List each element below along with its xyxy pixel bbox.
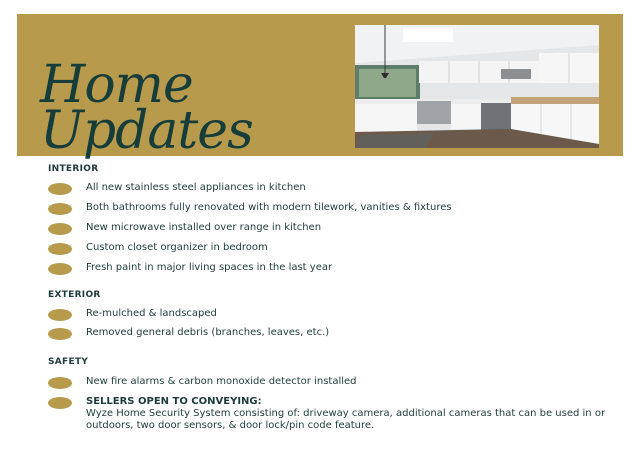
item-text: Fresh paint in major living spaces in the last year xyxy=(86,262,333,273)
bullet-icon xyxy=(48,397,72,409)
item-text: New microwave installed over range in kitchen xyxy=(86,222,322,233)
title-line-2: Updates xyxy=(40,101,253,161)
item-text: Removed general debris (branches, leaves, etc.) xyxy=(86,327,330,338)
item-text: Both bathrooms fully renovated with modern tilework, vanities & fixtures xyxy=(86,202,452,213)
page-title xyxy=(40,55,253,161)
bullet-icon xyxy=(48,223,72,235)
conveying-heading: SELLERS OPEN TO CONVEYING: xyxy=(86,396,262,407)
interior-heading: INTERIOR xyxy=(48,164,99,174)
kitchen-illustration xyxy=(355,25,599,148)
exterior-heading: EXTERIOR xyxy=(48,290,101,300)
conveying-text: Wyze Home Security System consisting of: driveway camera, additional cameras that can be used in or outdoors, two door sensors, & door lock/pin code feature. xyxy=(86,408,606,431)
bullet-icon xyxy=(48,183,72,195)
kitchen-photo xyxy=(355,25,599,148)
bullet-icon xyxy=(48,243,72,255)
bullet-icon xyxy=(48,328,72,340)
title-line-1: Home xyxy=(40,55,193,115)
conveying-block xyxy=(86,396,606,432)
bullet-icon xyxy=(48,203,72,215)
bullet-icon xyxy=(48,309,72,321)
safety-heading: SAFETY xyxy=(48,357,89,367)
item-text: New fire alarms & carbon monoxide detector installed xyxy=(86,376,357,387)
item-text: All new stainless steel appliances in kitchen xyxy=(86,182,306,193)
bullet-icon xyxy=(48,377,72,389)
item-text: Custom closet organizer in bedroom xyxy=(86,242,268,253)
bullet-icon xyxy=(48,263,72,275)
item-text: Re-mulched & landscaped xyxy=(86,308,217,319)
